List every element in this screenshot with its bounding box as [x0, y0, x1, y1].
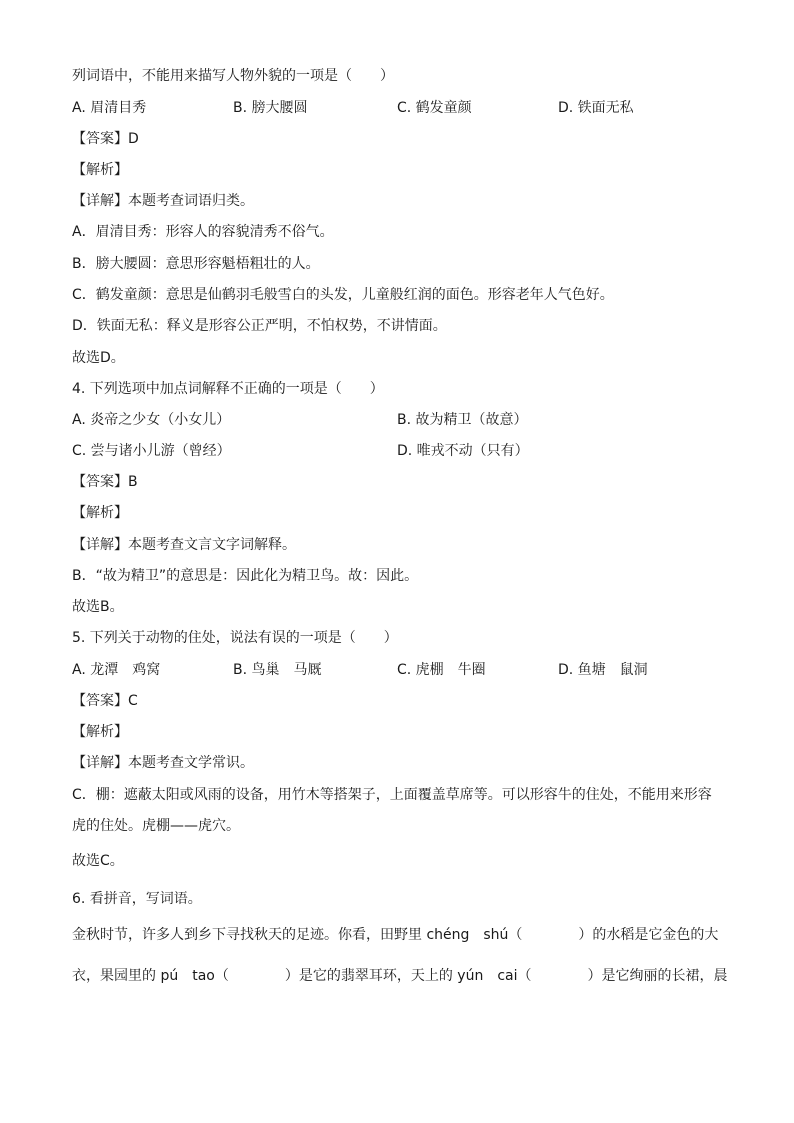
q4-option-a: A. 炎帝之少女（小女儿） — [72, 412, 231, 428]
q3-detail-a: A．眉清目秀：形容人的容貌清秀不俗气。 — [72, 224, 334, 240]
q4-detail-title: 【详解】本题考查文言文字词解释。 — [72, 537, 296, 553]
q5-answer: 【答案】C — [72, 693, 138, 709]
q5-detail-title: 【详解】本题考查文学常识。 — [72, 755, 254, 771]
q5-option-b: B. 鸟巢 马厩 — [233, 662, 322, 678]
q5-option-d: D. 鱼塘 鼠洞 — [558, 662, 648, 678]
q3-conclusion: 故选D。 — [72, 350, 125, 366]
q4-options-row1 — [72, 410, 722, 430]
q3-option-d: D. 铁面无私 — [558, 100, 634, 116]
q5-options — [72, 660, 722, 680]
q4-analysis-label: 【解析】 — [72, 505, 128, 521]
q4-option-b: B. 故为精卫（故意） — [397, 412, 528, 428]
q3-option-a: A. 眉清目秀 — [72, 100, 147, 116]
q3-options — [72, 98, 722, 118]
q5-option-c: C. 虎棚 牛圈 — [397, 662, 486, 678]
q3-detail-d: D．铁面无私：释义是形容公正严明，不怕权势，不讲情面。 — [72, 318, 447, 334]
q4-detail-b: B．“故为精卫”的意思是：因此化为精卫鸟。故：因此。 — [72, 568, 419, 584]
q4-options-row2 — [72, 441, 722, 461]
q6-passage-line2: 衣，果园里的 pú tao（ ）是它的翡翠耳环，天上的 yún cai（ ）是它绚丽的长裙，晨 — [72, 968, 728, 984]
q5-stem: 5. 下列关于动物的住处，说法有误的一项是（ ） — [72, 630, 398, 646]
q3-answer: 【答案】D — [72, 131, 139, 147]
q5-conclusion: 故选C。 — [72, 853, 124, 869]
q4-option-d: D. 唯戎不动（只有） — [397, 443, 529, 459]
q3-stem: 列词语中，不能用来描写人物外貌的一项是（ ） — [72, 68, 394, 84]
q6-passage-line1: 金秋时节，许多人到乡下寻找秋天的足迹。你看，田野里 chéng shú（ ）的水稻是它金色的大 — [72, 927, 719, 943]
q4-stem: 4. 下列选项中加点词解释不正确的一项是（ ） — [72, 381, 384, 397]
q5-detail-c-line1: C．棚：遮蔽太阳或风雨的设备，用竹木等搭架子，上面覆盖草席等。可以形容牛的住处，不能用来形容 — [72, 787, 712, 803]
q3-detail-b: B．膀大腰圆：意思形容魁梧粗壮的人。 — [72, 256, 320, 272]
q4-answer: 【答案】B — [72, 474, 138, 490]
q3-detail-title: 【详解】本题考查词语归类。 — [72, 193, 254, 209]
q3-analysis-label: 【解析】 — [72, 162, 128, 178]
q4-option-c: C. 尝与诸小儿游（曾经） — [72, 443, 231, 459]
q4-conclusion: 故选B。 — [72, 599, 124, 615]
q6-stem: 6. 看拼音，写词语。 — [72, 891, 202, 907]
q3-option-b: B. 膀大腰圆 — [233, 100, 308, 116]
q3-detail-c: C．鹤发童颜：意思是仙鹤羽毛般雪白的头发，儿童般红润的面色。形容老年人气色好。 — [72, 287, 614, 303]
q3-option-c: C. 鹤发童颜 — [397, 100, 472, 116]
q5-option-a: A. 龙潭 鸡窝 — [72, 662, 161, 678]
q5-detail-c-line2: 虎的住处。虎棚——虎穴。 — [72, 818, 240, 834]
q5-analysis-label: 【解析】 — [72, 724, 128, 740]
